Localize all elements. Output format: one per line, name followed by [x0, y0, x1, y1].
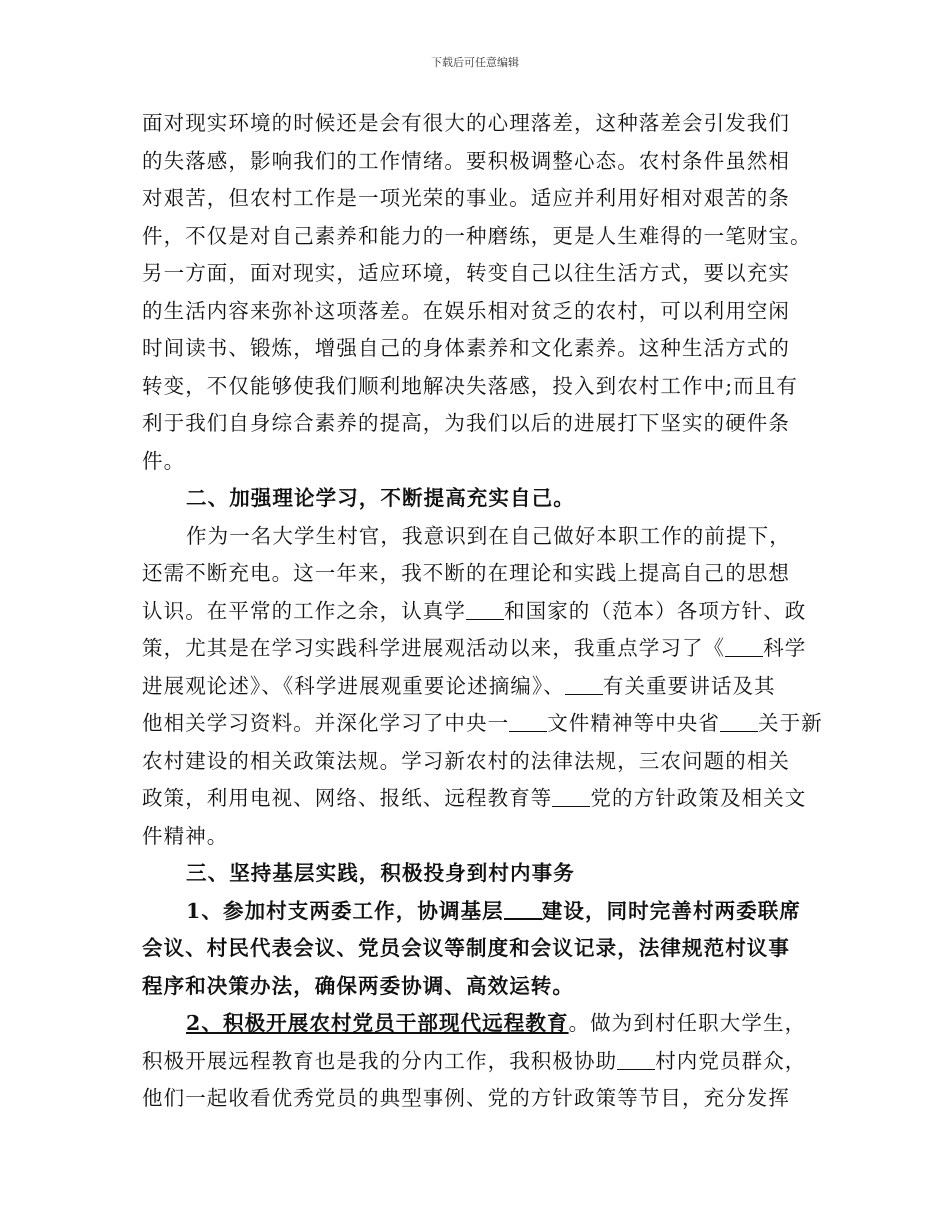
text-run: 积极开展远程教育也是我的分内工作，我积极协助 [142, 1048, 618, 1073]
text-run: 进展观论述》、《科学进展观重要论述摘编》、 [142, 673, 565, 698]
text-run: 还需不断充电。这一年来，我不断的在理论和实践上提高自己的思想 [142, 561, 790, 585]
text-run: 文件精神等中央省 [547, 711, 721, 735]
paragraph-line [142, 518, 810, 556]
text-run: 件精神。 [142, 823, 229, 848]
text-run: 利于我们自身综合素养的提高，为我们以后的进展打下坚实的硬件条 [142, 411, 790, 435]
paragraph-line [142, 593, 810, 631]
heading-text: 三、坚持基层实践，积极投身到村内事务 [186, 861, 575, 885]
paragraph-line [142, 780, 810, 818]
paragraph-line [142, 180, 810, 218]
text-run: 件，不仅是对自己素养和能力的一种磨练，更是人生难得的一笔财宝。 [142, 223, 812, 248]
fill-in-blank [509, 711, 547, 732]
section-heading-2 [142, 480, 810, 518]
text-run: 认识。在平常的工作之余，认真学 [142, 598, 466, 623]
text-run: 对艰苦，但农村工作是一项光荣的事业。适应并利用好相对艰苦的条 [142, 186, 790, 210]
paragraph-line [142, 668, 810, 706]
fill-in-blank [552, 786, 590, 807]
text-run: 时间读书、锻炼，增强自己的身体素养和文化素养。这种生活方式的 [142, 336, 790, 360]
text-run: 和国家的（范本）各项方针、政 [504, 598, 807, 623]
paragraph-line [142, 143, 810, 181]
paragraph-line [142, 893, 810, 931]
text-run: 他们一起收看优秀党员的典型事例、党的方针政策等节目，充分发挥 [142, 1086, 790, 1110]
fill-in-blank [725, 636, 763, 657]
paragraph-line [142, 1043, 810, 1081]
document-body [142, 105, 823, 1118]
text-run: 有关重要讲话及其 [602, 673, 776, 698]
paragraph-line [142, 1005, 810, 1043]
paragraph-line [142, 405, 810, 443]
text-run: 建设，同时完善村两委联席 [541, 898, 801, 923]
paragraph-line [142, 330, 810, 368]
text-run: 的失落感，影响我们的工作情绪。要积极调整心态。农村条件虽然相 [142, 148, 790, 173]
text-run: 另一方面，面对现实，适应环境，转变自己以往生活方式，要以充实 [142, 261, 790, 285]
paragraph-line [142, 818, 810, 856]
paragraph-line [142, 743, 810, 781]
paragraph-line [142, 705, 823, 743]
paragraph-line [142, 293, 810, 331]
text-run: 他相关学习资料。并深化学习了中央一 [142, 711, 510, 735]
text-run: 科学 [763, 636, 807, 660]
text-run: 会议、村民代表会议、党员会议等制度和会议记录，法律规范村议事 [142, 936, 790, 960]
paragraph-line [142, 368, 810, 406]
fill-in-blank [720, 711, 758, 732]
text-run: 农村建设的相关政策法规。学习新农村的法律法规，三农问题的相关 [142, 748, 790, 773]
paragraph-line [142, 630, 810, 668]
text-run: 作为一名大学生村官，我意识到在自己做好本职工作的前提下， [186, 523, 791, 548]
fill-in-blank [466, 599, 504, 620]
paragraph-line [142, 968, 810, 1006]
text-run: 的生活内容来弥补这项落差。在娱乐相对贫乏的农村，可以利用空闲 [142, 298, 790, 323]
paragraph-line [142, 255, 810, 293]
section-heading-3 [142, 855, 810, 893]
fill-in-blank [504, 898, 542, 920]
text-run: 。做为到村任职大学生， [568, 1011, 807, 1035]
text-run: 面对现实环境的时候还是会有很大的心理落差，这种落差会引发我们 [142, 111, 790, 135]
paragraph-line [142, 1080, 810, 1118]
page-header: 下载后可任意编辑 [431, 56, 519, 69]
heading-text: 二、加强理论学习，不断提高充实自己。 [186, 486, 575, 510]
text-run: 件。 [142, 448, 186, 473]
subheading-text: 2、积极开展农村党员干部现代远程教育 [186, 1011, 569, 1035]
text-run: 程序和决策办法，确保两委协调、高效运转。 [142, 973, 574, 998]
fill-in-blank [617, 1049, 655, 1070]
fill-in-blank [565, 674, 603, 695]
text-run: 村内党员群众， [655, 1048, 807, 1073]
text-run: 政策，利用电视、网络、报纸、远程教育等 [142, 786, 553, 810]
paragraph-line [142, 930, 810, 968]
paragraph-line [142, 105, 810, 143]
text-run: 1、参加村支两委工作，协调基层 [186, 898, 504, 923]
text-run: 策，尤其是在学习实践科学进展观活动以来，我重点学习了《 [142, 636, 726, 660]
text-run: 关于新 [758, 711, 823, 735]
paragraph-line [142, 218, 810, 256]
text-run: 党的方针政策及相关文 [590, 786, 807, 810]
paragraph-line [142, 555, 810, 593]
text-run: 转变，不仅能够使我们顺利地解决失落感，投入到农村工作中;而且有 [142, 373, 799, 398]
paragraph-line [142, 443, 810, 481]
